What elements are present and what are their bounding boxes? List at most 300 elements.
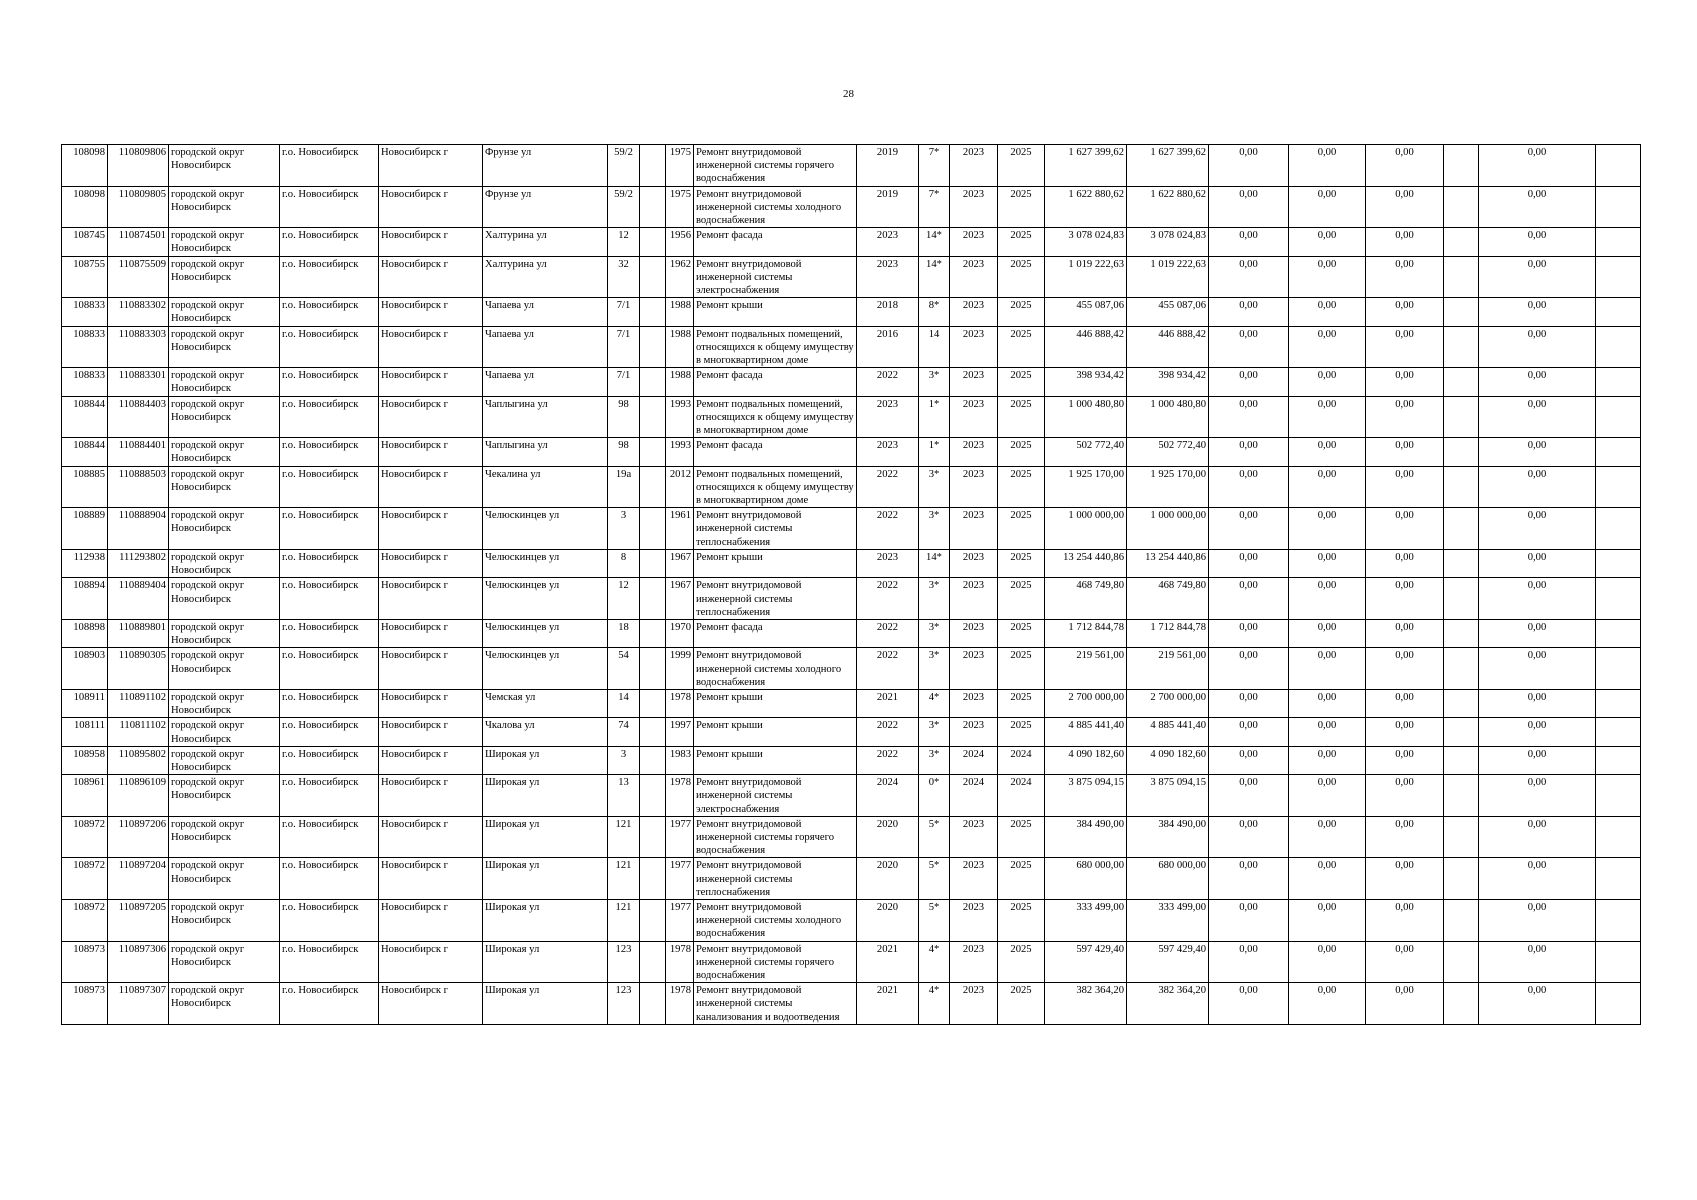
fund-cell: 597 429,40 [1127,941,1209,983]
municipality-cell: г.о. Новосибирск [280,775,379,817]
street-cell: Широкая ул [483,899,608,941]
okrug-cell: городской округ Новосибирск [169,648,280,690]
work-type-cell: Ремонт внутридомовой инженерной системы холодного водоснабжения [694,648,857,690]
empty-cell [1596,466,1641,508]
build-year-cell: 1978 [666,941,694,983]
build-year-cell: 1967 [666,578,694,620]
house-id-cell: 108844 [62,396,108,438]
street-cell: Чемская ул [483,689,608,717]
city-cell: Новосибирск г [379,326,483,368]
start-year-cell: 2023 [950,466,998,508]
value-2-cell: 0,00 [1289,466,1366,508]
work-type-cell: Ремонт внутридомовой инженерной системы холодного водоснабжения [694,899,857,941]
table-row [62,298,1641,326]
value-3-cell: 0,00 [1366,941,1444,983]
fund-cell: 382 364,20 [1127,983,1209,1025]
city-cell: Новосибирск г [379,549,483,577]
house-number-cell: 98 [608,438,640,466]
value-2-cell: 0,00 [1289,983,1366,1025]
work-code-cell: 110883302 [108,298,169,326]
value-1-cell: 0,00 [1209,186,1289,228]
end-year-cell: 2025 [998,298,1045,326]
empty-cell [640,718,666,746]
value-2-cell: 0,00 [1289,718,1366,746]
cost-cell: 219 561,00 [1045,648,1127,690]
value-3-cell: 0,00 [1366,983,1444,1025]
value-3-cell: 0,00 [1366,508,1444,550]
value-1-cell: 0,00 [1209,396,1289,438]
value-1-cell: 0,00 [1209,298,1289,326]
value-1-cell: 0,00 [1209,466,1289,508]
house-id-cell: 108833 [62,368,108,396]
empty-cell [1444,899,1479,941]
municipality-cell: г.о. Новосибирск [280,256,379,298]
empty-cell [1444,256,1479,298]
empty-cell [1596,256,1641,298]
work-code-cell: 110888904 [108,508,169,550]
municipality-cell: г.о. Новосибирск [280,368,379,396]
okrug-cell: городской округ Новосибирск [169,508,280,550]
work-type-cell: Ремонт подвальных помещений, относящихся к общему имуществу в многоквартирном доме [694,326,857,368]
build-year-cell: 1977 [666,816,694,858]
start-year-cell: 2023 [950,578,998,620]
city-cell: Новосибирск г [379,689,483,717]
table-row [62,689,1641,717]
build-year-cell: 1978 [666,983,694,1025]
city-cell: Новосибирск г [379,438,483,466]
last-repair-year-cell: 2022 [857,746,919,774]
period-cell: 3* [919,466,950,508]
empty-cell [1596,816,1641,858]
empty-cell [1444,816,1479,858]
street-cell: Чаплыгина ул [483,396,608,438]
house-id-cell: 108889 [62,508,108,550]
city-cell: Новосибирск г [379,396,483,438]
last-repair-year-cell: 2020 [857,816,919,858]
build-year-cell: 1975 [666,145,694,187]
house-id-cell: 108833 [62,326,108,368]
fund-cell: 1 019 222,63 [1127,256,1209,298]
house-number-cell: 121 [608,899,640,941]
cost-cell: 1 712 844,78 [1045,619,1127,647]
okrug-cell: городской округ Новосибирск [169,438,280,466]
period-cell: 7* [919,145,950,187]
house-number-cell: 19а [608,466,640,508]
table-row [62,466,1641,508]
house-id-cell: 108745 [62,228,108,256]
city-cell: Новосибирск г [379,941,483,983]
build-year-cell: 1988 [666,298,694,326]
work-code-cell: 110875509 [108,256,169,298]
period-cell: 0* [919,775,950,817]
municipality-cell: г.о. Новосибирск [280,438,379,466]
cost-cell: 3 875 094,15 [1045,775,1127,817]
value-2-cell: 0,00 [1289,746,1366,774]
value-2-cell: 0,00 [1289,256,1366,298]
cost-cell: 333 499,00 [1045,899,1127,941]
end-year-cell: 2025 [998,718,1045,746]
okrug-cell: городской округ Новосибирск [169,326,280,368]
build-year-cell: 1970 [666,619,694,647]
value-2-cell: 0,00 [1289,775,1366,817]
value-2-cell: 0,00 [1289,298,1366,326]
work-type-cell: Ремонт внутридомовой инженерной системы горячего водоснабжения [694,816,857,858]
value-4-cell: 0,00 [1479,578,1596,620]
last-repair-year-cell: 2023 [857,228,919,256]
value-1-cell: 0,00 [1209,228,1289,256]
empty-cell [1444,858,1479,900]
okrug-cell: городской округ Новосибирск [169,145,280,187]
period-cell: 8* [919,298,950,326]
cost-cell: 1 627 399,62 [1045,145,1127,187]
end-year-cell: 2025 [998,466,1045,508]
empty-cell [1444,549,1479,577]
empty-cell [1444,326,1479,368]
value-4-cell: 0,00 [1479,983,1596,1025]
start-year-cell: 2023 [950,858,998,900]
last-repair-year-cell: 2022 [857,619,919,647]
municipality-cell: г.о. Новосибирск [280,298,379,326]
end-year-cell: 2025 [998,228,1045,256]
fund-cell: 1 000 000,00 [1127,508,1209,550]
table-row [62,256,1641,298]
period-cell: 3* [919,619,950,647]
work-code-cell: 110883303 [108,326,169,368]
house-id-cell: 108911 [62,689,108,717]
empty-cell [1596,368,1641,396]
start-year-cell: 2023 [950,816,998,858]
period-cell: 14* [919,256,950,298]
empty-cell [640,145,666,187]
empty-cell [1596,689,1641,717]
value-2-cell: 0,00 [1289,145,1366,187]
street-cell: Чапаева ул [483,326,608,368]
municipality-cell: г.о. Новосибирск [280,689,379,717]
okrug-cell: городской округ Новосибирск [169,368,280,396]
municipality-cell: г.о. Новосибирск [280,941,379,983]
house-id-cell: 108972 [62,858,108,900]
house-id-cell: 108973 [62,941,108,983]
value-3-cell: 0,00 [1366,466,1444,508]
empty-cell [640,326,666,368]
municipality-cell: г.о. Новосибирск [280,396,379,438]
build-year-cell: 1997 [666,718,694,746]
value-2-cell: 0,00 [1289,578,1366,620]
value-4-cell: 0,00 [1479,746,1596,774]
work-code-cell: 110809806 [108,145,169,187]
last-repair-year-cell: 2021 [857,983,919,1025]
period-cell: 14* [919,228,950,256]
work-code-cell: 110897204 [108,858,169,900]
city-cell: Новосибирск г [379,746,483,774]
city-cell: Новосибирск г [379,578,483,620]
okrug-cell: городской округ Новосибирск [169,578,280,620]
last-repair-year-cell: 2023 [857,256,919,298]
house-id-cell: 108098 [62,186,108,228]
cost-cell: 1 000 000,00 [1045,508,1127,550]
value-1-cell: 0,00 [1209,858,1289,900]
street-cell: Чапаева ул [483,298,608,326]
last-repair-year-cell: 2023 [857,549,919,577]
work-type-cell: Ремонт внутридомовой инженерной системы канализования и водоотведения [694,983,857,1025]
house-number-cell: 123 [608,983,640,1025]
cost-cell: 468 749,80 [1045,578,1127,620]
street-cell: Чкалова ул [483,718,608,746]
cost-cell: 446 888,42 [1045,326,1127,368]
city-cell: Новосибирск г [379,899,483,941]
empty-cell [1596,549,1641,577]
last-repair-year-cell: 2023 [857,396,919,438]
house-number-cell: 7/1 [608,368,640,396]
work-type-cell: Ремонт крыши [694,549,857,577]
end-year-cell: 2025 [998,899,1045,941]
cost-cell: 502 772,40 [1045,438,1127,466]
okrug-cell: городской округ Новосибирск [169,718,280,746]
empty-cell [640,648,666,690]
table-row [62,228,1641,256]
fund-cell: 3 875 094,15 [1127,775,1209,817]
fund-cell: 333 499,00 [1127,899,1209,941]
value-4-cell: 0,00 [1479,186,1596,228]
city-cell: Новосибирск г [379,718,483,746]
street-cell: Широкая ул [483,941,608,983]
end-year-cell: 2025 [998,619,1045,647]
fund-cell: 219 561,00 [1127,648,1209,690]
city-cell: Новосибирск г [379,858,483,900]
value-4-cell: 0,00 [1479,858,1596,900]
table-row [62,816,1641,858]
cost-cell: 597 429,40 [1045,941,1127,983]
work-code-cell: 110897205 [108,899,169,941]
build-year-cell: 1975 [666,186,694,228]
value-3-cell: 0,00 [1366,858,1444,900]
value-4-cell: 0,00 [1479,899,1596,941]
value-1-cell: 0,00 [1209,438,1289,466]
start-year-cell: 2023 [950,326,998,368]
work-code-cell: 110890305 [108,648,169,690]
house-id-cell: 108903 [62,648,108,690]
empty-cell [1596,746,1641,774]
empty-cell [640,746,666,774]
street-cell: Чекалина ул [483,466,608,508]
city-cell: Новосибирск г [379,145,483,187]
value-3-cell: 0,00 [1366,256,1444,298]
start-year-cell: 2023 [950,145,998,187]
value-4-cell: 0,00 [1479,326,1596,368]
house-number-cell: 3 [608,508,640,550]
municipality-cell: г.о. Новосибирск [280,816,379,858]
work-type-cell: Ремонт внутридомовой инженерной системы теплоснабжения [694,858,857,900]
build-year-cell: 1967 [666,549,694,577]
work-code-cell: 110897307 [108,983,169,1025]
municipality-cell: г.о. Новосибирск [280,228,379,256]
start-year-cell: 2023 [950,228,998,256]
empty-cell [640,858,666,900]
fund-cell: 468 749,80 [1127,578,1209,620]
street-cell: Широкая ул [483,775,608,817]
fund-cell: 398 934,42 [1127,368,1209,396]
work-type-cell: Ремонт внутридомовой инженерной системы холодного водоснабжения [694,186,857,228]
empty-cell [640,689,666,717]
street-cell: Широкая ул [483,816,608,858]
end-year-cell: 2025 [998,689,1045,717]
end-year-cell: 2025 [998,648,1045,690]
empty-cell [1444,983,1479,1025]
okrug-cell: городской округ Новосибирск [169,619,280,647]
end-year-cell: 2025 [998,438,1045,466]
value-3-cell: 0,00 [1366,549,1444,577]
house-number-cell: 98 [608,396,640,438]
last-repair-year-cell: 2022 [857,718,919,746]
street-cell: Челюскинцев ул [483,648,608,690]
empty-cell [1444,228,1479,256]
street-cell: Халтурина ул [483,256,608,298]
table-row [62,983,1641,1025]
value-1-cell: 0,00 [1209,899,1289,941]
street-cell: Широкая ул [483,983,608,1025]
house-number-cell: 12 [608,228,640,256]
cost-cell: 384 490,00 [1045,816,1127,858]
work-type-cell: Ремонт подвальных помещений, относящихся к общему имуществу в многоквартирном доме [694,396,857,438]
work-code-cell: 110896109 [108,775,169,817]
value-1-cell: 0,00 [1209,549,1289,577]
work-type-cell: Ремонт внутридомовой инженерной системы электроснабжения [694,775,857,817]
empty-cell [1444,941,1479,983]
empty-cell [640,466,666,508]
empty-cell [640,578,666,620]
period-cell: 3* [919,368,950,396]
city-cell: Новосибирск г [379,648,483,690]
build-year-cell: 1978 [666,775,694,817]
okrug-cell: городской округ Новосибирск [169,228,280,256]
cost-cell: 1 000 480,80 [1045,396,1127,438]
municipality-cell: г.о. Новосибирск [280,718,379,746]
empty-cell [1444,718,1479,746]
period-cell: 14* [919,549,950,577]
start-year-cell: 2023 [950,619,998,647]
house-number-cell: 7/1 [608,326,640,368]
work-type-cell: Ремонт подвальных помещений, относящихся к общему имуществу в многоквартирном доме [694,466,857,508]
end-year-cell: 2025 [998,145,1045,187]
value-4-cell: 0,00 [1479,256,1596,298]
empty-cell [1596,578,1641,620]
last-repair-year-cell: 2020 [857,858,919,900]
last-repair-year-cell: 2022 [857,368,919,396]
value-1-cell: 0,00 [1209,941,1289,983]
empty-cell [1444,145,1479,187]
okrug-cell: городской округ Новосибирск [169,899,280,941]
value-4-cell: 0,00 [1479,549,1596,577]
work-code-cell: 110884401 [108,438,169,466]
capital-repair-table [61,144,1641,1025]
value-1-cell: 0,00 [1209,326,1289,368]
start-year-cell: 2023 [950,983,998,1025]
value-2-cell: 0,00 [1289,186,1366,228]
work-code-cell: 110889801 [108,619,169,647]
empty-cell [640,396,666,438]
work-type-cell: Ремонт крыши [694,746,857,774]
city-cell: Новосибирск г [379,619,483,647]
street-cell: Челюскинцев ул [483,578,608,620]
build-year-cell: 1956 [666,228,694,256]
house-number-cell: 8 [608,549,640,577]
fund-cell: 2 700 000,00 [1127,689,1209,717]
cost-cell: 2 700 000,00 [1045,689,1127,717]
end-year-cell: 2025 [998,256,1045,298]
okrug-cell: городской округ Новосибирск [169,549,280,577]
work-type-cell: Ремонт внутридомовой инженерной системы горячего водоснабжения [694,941,857,983]
table-row [62,858,1641,900]
work-code-cell: 110897206 [108,816,169,858]
house-id-cell: 108844 [62,438,108,466]
cost-cell: 1 019 222,63 [1045,256,1127,298]
last-repair-year-cell: 2022 [857,466,919,508]
fund-cell: 4 090 182,60 [1127,746,1209,774]
value-3-cell: 0,00 [1366,746,1444,774]
empty-cell [640,298,666,326]
empty-cell [1596,145,1641,187]
value-1-cell: 0,00 [1209,983,1289,1025]
period-cell: 7* [919,186,950,228]
value-3-cell: 0,00 [1366,368,1444,396]
build-year-cell: 1993 [666,396,694,438]
empty-cell [1444,438,1479,466]
value-3-cell: 0,00 [1366,689,1444,717]
empty-cell [1596,326,1641,368]
period-cell: 3* [919,508,950,550]
okrug-cell: городской округ Новосибирск [169,983,280,1025]
fund-cell: 680 000,00 [1127,858,1209,900]
house-number-cell: 14 [608,689,640,717]
okrug-cell: городской округ Новосибирск [169,298,280,326]
house-number-cell: 59/2 [608,186,640,228]
work-code-cell: 110883301 [108,368,169,396]
value-3-cell: 0,00 [1366,775,1444,817]
street-cell: Халтурина ул [483,228,608,256]
cost-cell: 1 622 880,62 [1045,186,1127,228]
empty-cell [640,941,666,983]
cost-cell: 382 364,20 [1045,983,1127,1025]
last-repair-year-cell: 2021 [857,941,919,983]
fund-cell: 446 888,42 [1127,326,1209,368]
table-row [62,145,1641,187]
build-year-cell: 1977 [666,899,694,941]
house-id-cell: 108898 [62,619,108,647]
empty-cell [1596,228,1641,256]
end-year-cell: 2025 [998,549,1045,577]
fund-cell: 3 078 024,83 [1127,228,1209,256]
table-row [62,368,1641,396]
start-year-cell: 2023 [950,186,998,228]
last-repair-year-cell: 2021 [857,689,919,717]
empty-cell [640,775,666,817]
value-2-cell: 0,00 [1289,816,1366,858]
period-cell: 3* [919,578,950,620]
municipality-cell: г.о. Новосибирск [280,145,379,187]
value-2-cell: 0,00 [1289,549,1366,577]
city-cell: Новосибирск г [379,816,483,858]
work-code-cell: 110895802 [108,746,169,774]
end-year-cell: 2025 [998,816,1045,858]
city-cell: Новосибирск г [379,983,483,1025]
municipality-cell: г.о. Новосибирск [280,466,379,508]
work-code-cell: 110889404 [108,578,169,620]
value-1-cell: 0,00 [1209,508,1289,550]
okrug-cell: городской округ Новосибирск [169,466,280,508]
work-code-cell: 110884403 [108,396,169,438]
table-row [62,549,1641,577]
value-2-cell: 0,00 [1289,941,1366,983]
